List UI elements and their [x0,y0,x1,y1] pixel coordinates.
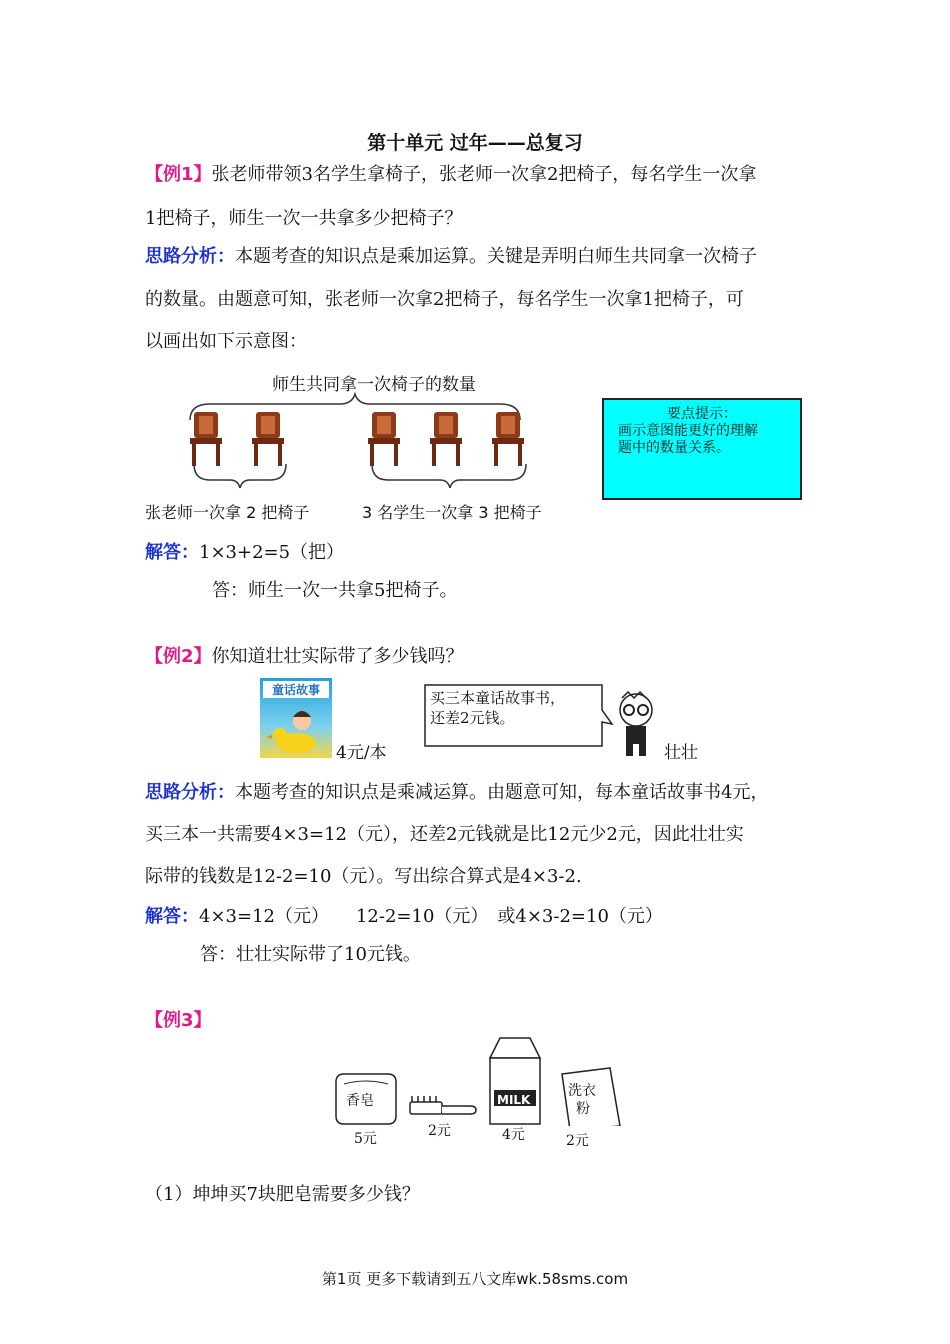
duck-icon [260,701,332,757]
ex2-tag: 【例2】 [145,646,212,667]
toothbrush-icon [410,1096,476,1114]
page-title: 第十单元 过年——总复习 [367,132,583,154]
ex3-tag-text: 【例3】 [145,1010,212,1031]
bubble-line1: 买三本童话故事书， [430,689,566,707]
tip-body-line1: 画示意图能更好的理解 [618,423,758,439]
powder-label-line2: 粉 [576,1101,590,1117]
ex1-answer-line [145,538,344,564]
ex1-answer: 1×3+2=5（把） [199,542,345,563]
ex1-q2: 1把椅子，师生一次一共拿多少把椅子？ [145,208,463,229]
storybook-cover [260,678,332,758]
ex2-answer-label: 解答： [145,906,199,927]
ex1-q1: 张老师带领3名学生拿椅子，张老师一次拿2把椅子，每名学生一次拿 [211,164,757,185]
tip-title: 要点提示： [667,406,737,422]
ex1-question-line1 [145,160,756,186]
ex1-analysis-line1 [145,242,757,268]
ex2-analysis-line1 [145,778,768,804]
diagram-right-label: 3 名学生一次拿 3 把椅子 [362,503,542,522]
ex2-answer-line [145,902,663,928]
chair-diagram [180,392,540,492]
price-soap: 5元 [354,1131,377,1147]
diagram-left-label: 张老师一次拿 2 把椅子 [145,503,310,522]
ex2-q: 你知道壮壮实际带了多少钱吗？ [211,646,464,667]
ex2-a2: 买三本一共需要4×3=12（元），还差2元钱就是比12元少2元，因此壮壮实 [145,824,744,845]
chair-icons [190,412,524,466]
price-powder: 2元 [566,1133,589,1149]
ex2-question-line [145,642,464,668]
bubble-line2: 还差2元钱。 [430,709,515,727]
ex1-a3: 以画出如下示意图： [145,331,307,352]
ex3-tag [145,1006,212,1032]
ex1-a1: 本题考查的知识点是乘加运算。关键是弄明白师生共同拿一次椅子 [235,246,757,267]
milk-label: MILK [497,1093,531,1107]
person-name: 壮壮 [664,743,698,763]
ex1-answer-label: 解答： [145,542,199,563]
ex1-a2: 的数量。由题意可知，张老师一次拿2把椅子，每名学生一次拿1把椅子，可 [145,289,744,310]
ex2-reply: 答：壮壮实际带了10元钱。 [200,944,421,965]
price-toothbrush: 2元 [428,1123,451,1139]
price-milk: 4元 [502,1127,525,1143]
ex2-a1: 本题考查的知识点是乘减运算。由题意可知，每本童话故事书4元， [235,782,769,803]
tip-body-line2: 题中的数量关系。 [618,440,730,456]
soap-label: 香皂 [346,1093,374,1109]
book-price: 4元/本 [336,743,387,763]
ex2-answer: 4×3=12（元） 12-2=10（元） 或4×3-2=10（元） [199,906,663,927]
storybook-title: 童话故事 [263,681,329,698]
tip-box [602,398,802,500]
boy-icon [612,690,662,760]
ex2-a3: 际带的钱数是12-2=10（元）。写出综合算式是4×3-2. [145,866,582,887]
page-footer: 第1页 更多下载请到五八文库wk.58sms.com [321,1270,629,1288]
powder-label-line1: 洗衣 [568,1083,596,1099]
ex1-reply: 答：师生一次一共拿5把椅子。 [212,580,458,601]
ex2-analysis-label: 思路分析： [145,782,235,803]
ex1-tag: 【例1】 [145,164,212,185]
ex3-q1: （1）坤坤买7块肥皂需要多少钱？ [145,1184,420,1205]
ex1-analysis-label: 思路分析： [145,246,235,267]
milk-carton-icon [490,1038,540,1124]
diagram-top-label: 师生共同拿一次椅子的数量 [272,375,476,395]
